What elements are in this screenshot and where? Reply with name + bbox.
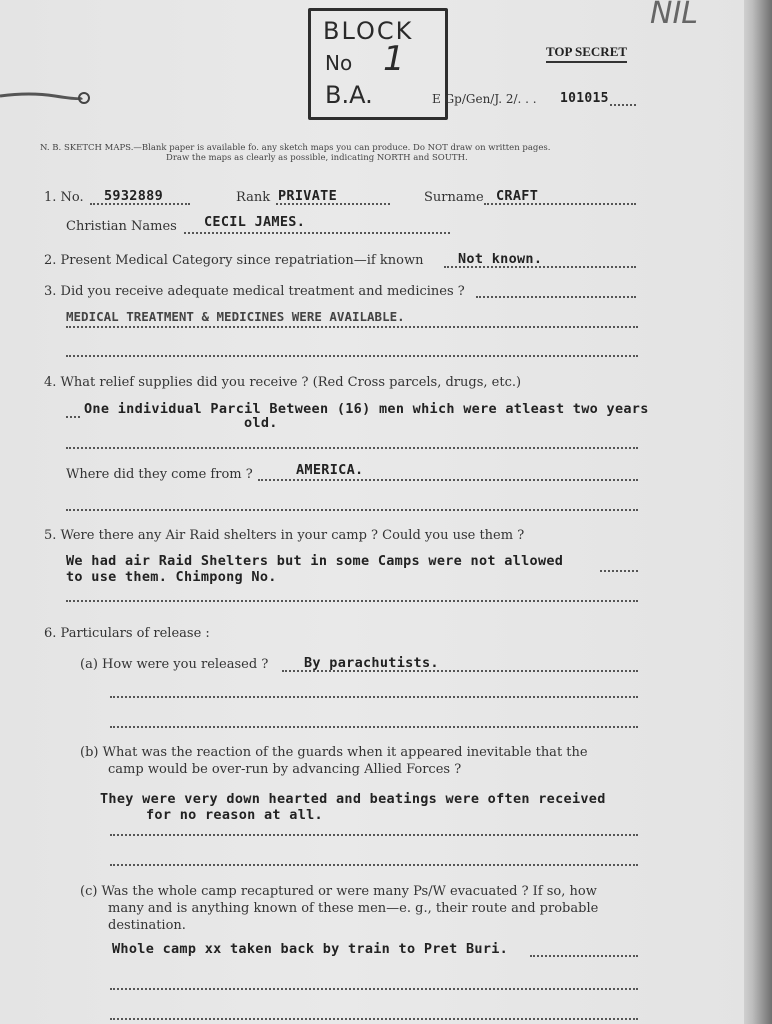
q6c-label-line3: destination. bbox=[108, 918, 186, 933]
q6b-answer-line2: for no reason at all. bbox=[146, 807, 323, 823]
q6a-answer: By parachutists. bbox=[304, 655, 439, 671]
block-stamp bbox=[308, 8, 448, 120]
page-edge-shadow bbox=[744, 0, 772, 1024]
reference-value: 101015 bbox=[560, 91, 609, 106]
reference-label: E Gp/Gen/J. 2/. . . bbox=[432, 92, 537, 106]
rank-label: Rank bbox=[236, 190, 271, 205]
q6b-label-line1: (b) What was the reaction of the guards when it appeared inevitable that the bbox=[80, 745, 588, 760]
margin-note: NIL bbox=[650, 0, 699, 31]
rank-value: PRIVATE bbox=[278, 188, 337, 204]
binding-string bbox=[0, 90, 90, 104]
sketch-maps-note-2: Draw the maps as clearly as possible, indicating NORTH and SOUTH. bbox=[166, 153, 468, 163]
q6c-label-line2: many and is anything known of these men—e. g., their route and probable bbox=[108, 901, 599, 916]
q6b-answer-line1: They were very down hearted and beatings were often received bbox=[100, 791, 606, 807]
service-number-value: 5932889 bbox=[104, 188, 163, 204]
q4-answer-line2: old. bbox=[244, 415, 278, 431]
christian-names-label: Christian Names bbox=[66, 219, 177, 234]
q5-label: 5. Were there any Air Raid shelters in your camp ? Could you use them ? bbox=[44, 528, 525, 543]
q6c-label-line1: (c) Was the whole camp recaptured or were many Ps/W evacuated ? If so, how bbox=[80, 884, 597, 899]
sketch-maps-note-1: N. B. SKETCH MAPS.—Blank paper is available fo. any sketch maps you can produce. Do NOT draw on written pages. bbox=[40, 143, 551, 153]
q4-answer-line1: One individual Parcil Between (16) men which were atleast two years bbox=[84, 401, 649, 417]
q6c-answer: Whole camp xx taken back by train to Pret Buri. bbox=[112, 941, 509, 957]
service-number-label: 1. No. bbox=[44, 190, 84, 205]
q5-answer-line1: We had air Raid Shelters but in some Camps were not allowed bbox=[66, 553, 564, 569]
stamp-line3: B.A. bbox=[325, 81, 373, 109]
q3-answer: MEDICAL TREATMENT & MEDICINES WERE AVAILABLE. bbox=[66, 309, 405, 324]
q6-label: 6. Particulars of release : bbox=[44, 626, 210, 641]
surname-label: Surname bbox=[424, 190, 484, 205]
stamp-line2: No bbox=[325, 51, 353, 75]
q2-label: 2. Present Medical Category since repatriation—if known bbox=[44, 253, 424, 268]
stamp-handwritten-number: 1 bbox=[383, 39, 405, 79]
q4-label: 4. What relief supplies did you receive ? (Red Cross parcels, drugs, etc.) bbox=[44, 375, 522, 390]
where-from-label: Where did they come from ? bbox=[66, 467, 253, 482]
christian-names-value: CECIL JAMES. bbox=[204, 214, 306, 230]
q5-answer-line2: to use them. Chimpong No. bbox=[66, 569, 277, 585]
q6a-label: (a) How were you released ? bbox=[80, 657, 269, 672]
stamp-line1: BLOCK bbox=[323, 17, 414, 45]
q3-label: 3. Did you receive adequate medical treatment and medicines ? bbox=[44, 284, 465, 299]
surname-value: CRAFT bbox=[496, 188, 539, 204]
q2-answer: Not known. bbox=[458, 251, 543, 267]
where-from-value: AMERICA. bbox=[296, 462, 364, 478]
q6b-label-line2: camp would be over-run by advancing Allied Forces ? bbox=[108, 762, 462, 777]
top-secret-label: TOP SECRET bbox=[546, 44, 627, 63]
